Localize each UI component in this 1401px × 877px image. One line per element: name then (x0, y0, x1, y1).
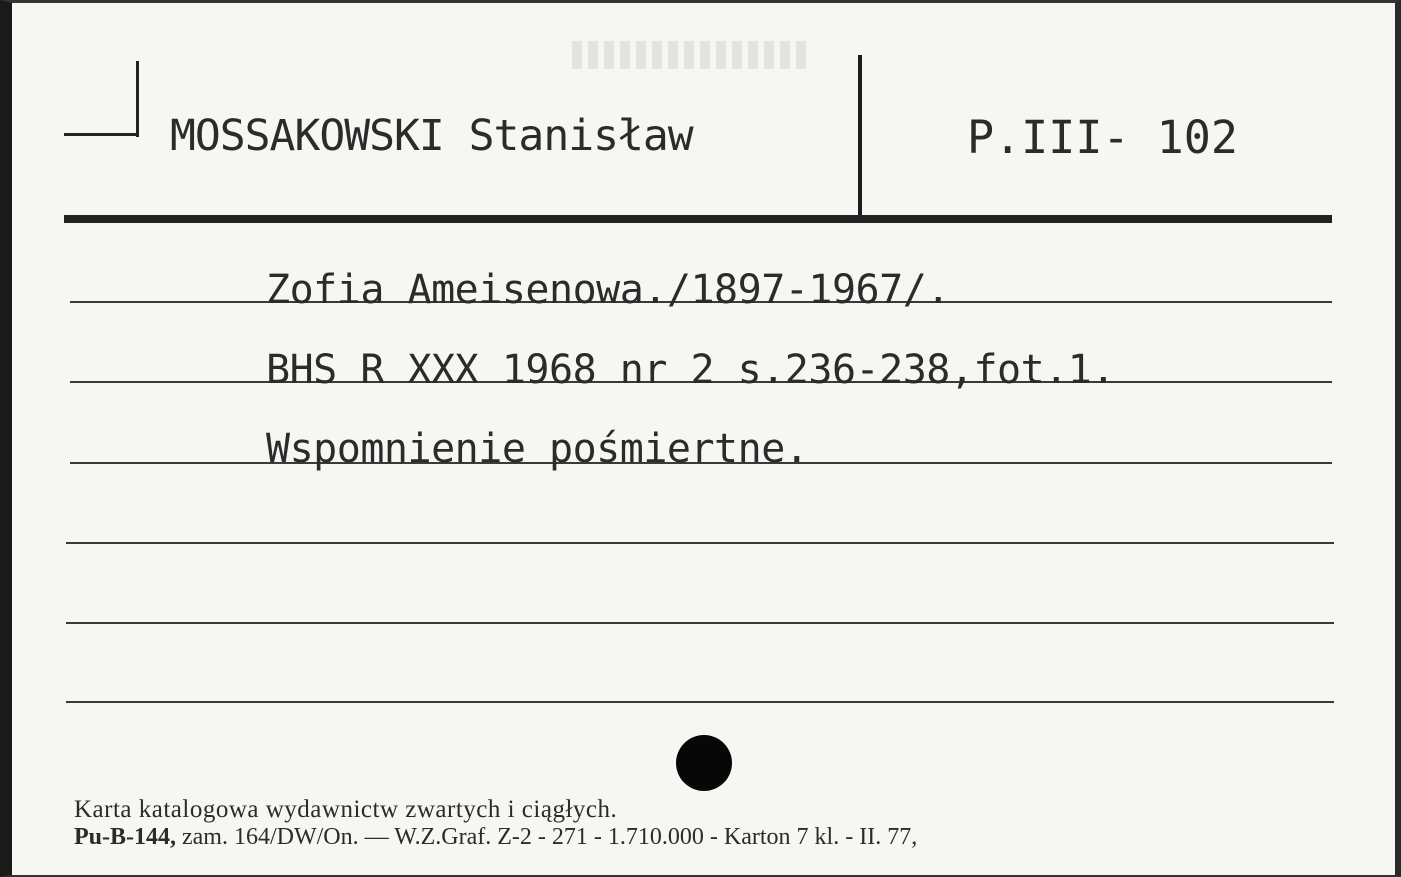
header-rule (64, 215, 1332, 223)
punch-hole (676, 735, 732, 791)
entry-source-line: BHS R XXX 1968 nr 2 s.236-238,fot.1. (266, 347, 1115, 393)
footer-form-code: Pu-B-144, (74, 824, 176, 850)
footer-card-type: Karta katalogowa wydawnictw zwartych i ciągłych. (74, 796, 618, 823)
call-number: P.III- 102 (967, 111, 1238, 164)
corner-tab-mark-vertical (136, 61, 139, 137)
footer-print-details: zam. 164/DW/On. — W.Z.Graf. Z-2 - 271 - 1.710.000 - Karton 7 kl. - II. 77, (176, 824, 918, 850)
ruled-line (66, 622, 1334, 624)
author-heading: MOSSAKOWSKI Stanisław (170, 111, 693, 161)
entry-note-line: Wspomnienie pośmiertne. (266, 426, 809, 472)
ruled-line (66, 701, 1334, 703)
faint-stamp-mark (572, 41, 812, 69)
entry-title-line: Zofia Ameisenowa./1897-1967/. (266, 267, 950, 313)
corner-tab-mark-horizontal (64, 133, 139, 136)
header-divider (858, 55, 862, 215)
ruled-line (66, 542, 1334, 544)
footer-print-info (74, 824, 917, 851)
